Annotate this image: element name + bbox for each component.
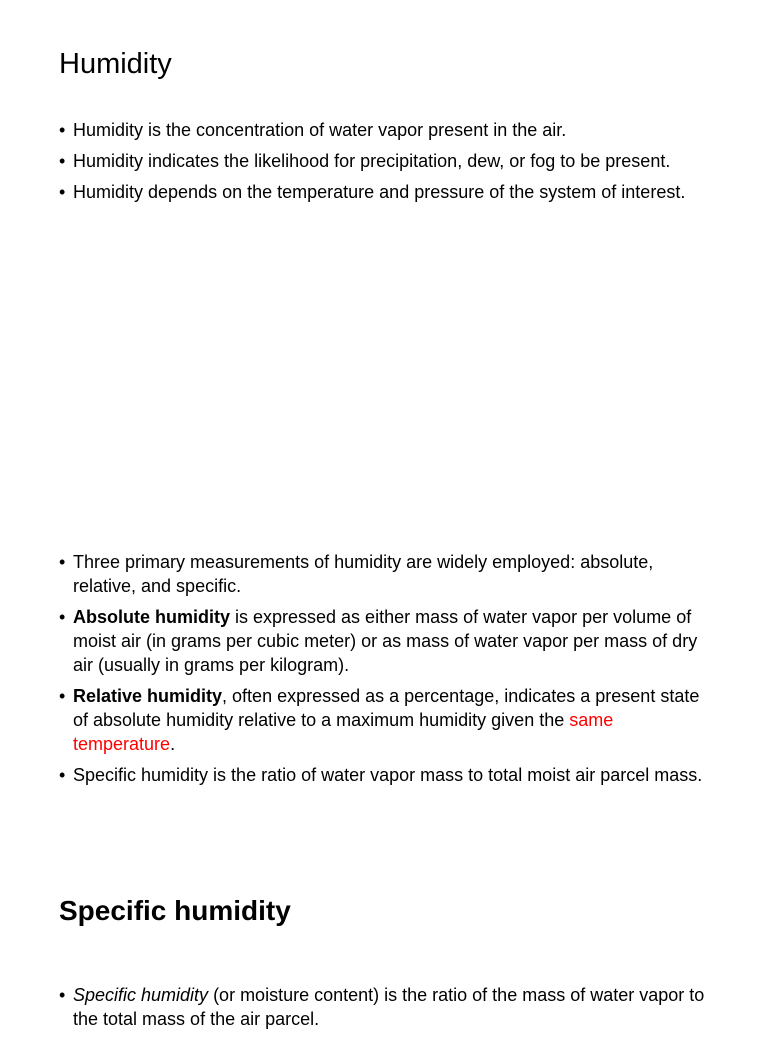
list-item [59,149,719,173]
term-specific-humidity: Specific humidity [73,985,209,1005]
bullet-text: Three primary measurements of humidity are widely employed: absolute, relative, and specific. [73,552,654,596]
bullet-glyph: • [59,765,66,785]
bullet-list [59,983,719,1038]
slide-humidity-measurements [0,540,768,840]
slide-humidity-overview [0,0,768,290]
list-item [59,763,719,787]
slide-specific-humidity [0,880,768,1029]
bullet-glyph: • [59,182,66,202]
bullet-list [59,550,719,794]
slide-title: Humidity [59,48,172,80]
bullet-glyph: • [59,120,66,140]
bullet-text-end: . [170,734,176,754]
list-item [59,118,719,142]
bullet-text: is expressed as either mass of water vapor per volume of moist air (in grams per cubic meter) or as mass of water vapor per mass of dry air (usually in grams per kilogram). [73,607,698,675]
bullet-glyph: • [59,985,66,1005]
bullet-glyph: • [59,552,66,572]
bullet-list [59,118,719,211]
bullet-text: (or moisture content) is the ratio of the mass of water vapor to the total mass of the air parcel. [73,985,705,1029]
bullet-text: , often expressed as a percentage, indicates a present state of absolute humidity relative to a maximum humidity given the [73,686,700,730]
term-absolute-humidity: Absolute humidity [73,607,230,627]
bullet-text: Humidity depends on the temperature and pressure of the system of interest. [73,182,686,202]
list-item [59,684,719,756]
list-item [59,180,719,204]
bullet-text: Specific humidity is the ratio of water vapor mass to total moist air parcel mass. [73,765,703,785]
bullet-text: Humidity is the concentration of water vapor present in the air. [73,120,567,140]
bullet-glyph: • [59,607,66,627]
bullet-text: Humidity indicates the likelihood for precipitation, dew, or fog to be present. [73,151,671,171]
list-item [59,605,719,677]
bullet-glyph: • [59,686,66,706]
list-item [59,550,719,598]
term-relative-humidity: Relative humidity [73,686,223,706]
bullet-glyph: • [59,151,66,171]
slide-title: Specific humidity [59,895,291,926]
highlight-text: same temperature [73,710,614,754]
